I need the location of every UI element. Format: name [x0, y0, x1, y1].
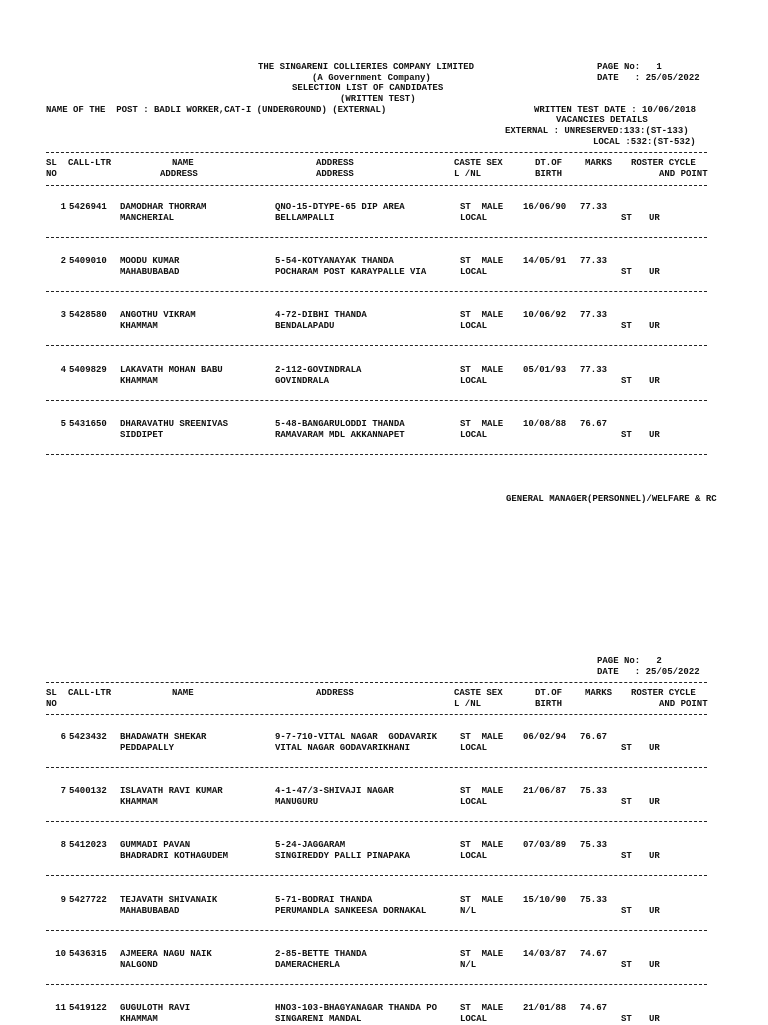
cell-addr2: POCHARAM POST KARAYPALLE VIA	[275, 267, 427, 278]
header-roster: ROSTER CYCLE	[631, 688, 696, 698]
cell-roster-a: ST	[621, 743, 632, 753]
cell-dob: 10/08/88	[523, 418, 567, 429]
divider	[46, 682, 707, 683]
header-roster: ROSTER CYCLE	[631, 158, 696, 168]
header-no: NO	[46, 169, 57, 179]
row-divider	[46, 291, 707, 292]
cell-caste-sex: ST MALE	[460, 732, 504, 742]
row-divider	[46, 454, 707, 455]
cell-sl: 5	[60, 418, 66, 429]
cell-addr1: HNO3-103-BHAGYANAGAR THANDA PO	[275, 1003, 438, 1013]
cell-sl: 3	[60, 310, 66, 321]
cell-lnl: LOCAL	[460, 797, 488, 808]
cell-dob: 16/06/90	[523, 202, 567, 212]
test-type: (WRITTEN TEST)	[340, 94, 416, 104]
cell-addr2: DAMERACHERLA	[275, 959, 340, 970]
cell-sl: 2	[60, 256, 66, 267]
cell-sl: 1	[60, 202, 66, 212]
written-test-date: WRITTEN TEST DATE : 10/06/2018	[534, 105, 697, 115]
cell-name: DHARAVATHU SREENIVAS	[120, 418, 229, 429]
cell-marks: 75.33	[580, 840, 608, 851]
row-divider	[46, 984, 707, 985]
header-sl: SL	[46, 158, 57, 168]
cell-call: 5428580	[69, 310, 107, 321]
cell-marks: 75.33	[580, 894, 608, 905]
cell-roster-b: UR	[649, 321, 660, 332]
cell-roster-a: ST	[621, 1014, 632, 1024]
page-number-2: PAGE No: 2	[597, 656, 662, 666]
header-dt-of: DT.OF	[535, 158, 563, 168]
cell-sl: 6	[60, 732, 66, 742]
cell-roster-b: UR	[649, 851, 660, 862]
cell-dob: 15/10/90	[523, 894, 567, 905]
cell-marks: 77.33	[580, 364, 608, 375]
cell-roster-b: UR	[649, 267, 660, 278]
cell-addr2: SINGARENI MANDAL	[275, 1014, 362, 1024]
cell-addr2: GOVINDRALA	[275, 375, 330, 386]
row-divider	[46, 345, 707, 346]
cell-name: ISLAVATH RAVI KUMAR	[120, 786, 223, 797]
cell-addr1: 5-54-KOTYANAYAK THANDA	[275, 256, 394, 267]
cell-addr1: 9-7-710-VITAL NAGAR GODAVARIK	[275, 732, 438, 742]
cell-dob: 21/06/87	[523, 786, 567, 797]
cell-roster-a: ST	[621, 213, 632, 223]
cell-lnl: LOCAL	[460, 1014, 488, 1024]
divider	[46, 152, 707, 153]
print-date-2: DATE : 25/05/2022	[597, 667, 700, 677]
divider	[46, 714, 707, 715]
cell-district: KHAMMAM	[120, 321, 158, 332]
cell-name: GUMMADI PAVAN	[120, 840, 191, 851]
row-divider	[46, 875, 707, 876]
cell-marks: 77.33	[580, 310, 608, 321]
local-vacancies: LOCAL :532:(ST-532)	[593, 137, 696, 147]
cell-dob: 14/03/87	[523, 948, 567, 959]
row-divider	[46, 400, 707, 401]
divider	[46, 185, 707, 186]
cell-addr1: 5-71-BODRAI THANDA	[275, 894, 373, 905]
row-divider	[46, 930, 707, 931]
cell-roster-b: UR	[649, 743, 660, 753]
header-sl: SL	[46, 688, 57, 698]
header-call-ltr: CALL-LTR	[68, 158, 112, 168]
cell-marks: 74.67	[580, 948, 608, 959]
cell-roster-b: UR	[649, 213, 660, 223]
cell-district: MAHABUBABAD	[120, 905, 180, 916]
cell-dob: 06/02/94	[523, 732, 567, 742]
cell-lnl: LOCAL	[460, 743, 488, 753]
header-name-address: ADDRESS	[160, 169, 198, 179]
header-dt-of: DT.OF	[535, 688, 563, 698]
vacancies-details: VACANCIES DETAILS	[556, 115, 648, 125]
cell-caste-sex: ST MALE	[460, 1003, 504, 1013]
cell-sl: 9	[60, 894, 66, 905]
cell-district: KHAMMAM	[120, 797, 158, 808]
cell-roster-b: UR	[649, 959, 660, 970]
cell-lnl: LOCAL	[460, 321, 488, 332]
cell-lnl: N/L	[460, 905, 477, 916]
signatory: GENERAL MANAGER(PERSONNEL)/WELFARE & RC	[506, 494, 717, 504]
cell-dob: 05/01/93	[523, 364, 567, 375]
cell-roster-a: ST	[621, 375, 632, 386]
cell-sl: 4	[60, 364, 66, 375]
header-no: NO	[46, 699, 57, 709]
cell-dob: 10/06/92	[523, 310, 567, 321]
cell-call: 5412023	[69, 840, 107, 851]
cell-lnl: LOCAL	[460, 851, 488, 862]
header-name: NAME	[172, 158, 194, 168]
header-birth: BIRTH	[535, 169, 563, 179]
cell-addr1: 4-72-DIBHI THANDA	[275, 310, 367, 321]
cell-marks: 77.33	[580, 202, 608, 212]
cell-roster-a: ST	[621, 321, 632, 332]
cell-call: 5423432	[69, 732, 107, 742]
row-divider	[46, 237, 707, 238]
cell-sl: 10	[55, 948, 66, 959]
post-name: NAME OF THE POST : BADLI WORKER,CAT-I (UNDERGROUND) (EXTERNAL)	[46, 105, 387, 115]
cell-addr1: QNO-15-DTYPE-65 DIP AREA	[275, 202, 405, 212]
company-type: (A Government Company)	[312, 73, 431, 83]
list-title: SELECTION LIST OF CANDIDATES	[292, 83, 444, 93]
cell-name: MOODU KUMAR	[120, 256, 180, 267]
cell-marks: 77.33	[580, 256, 608, 267]
cell-caste-sex: ST MALE	[460, 786, 504, 797]
row-divider	[46, 767, 707, 768]
cell-addr2: BELLAMPALLI	[275, 213, 335, 223]
cell-addr2: BENDALAPADU	[275, 321, 335, 332]
cell-district: PEDDAPALLY	[120, 743, 175, 753]
external-vacancies: EXTERNAL : UNRESERVED:133:(ST-133)	[505, 126, 689, 136]
company-name: THE SINGARENI COLLIERIES COMPANY LIMITED	[258, 62, 475, 72]
cell-addr1: 5-24-JAGGARAM	[275, 840, 346, 851]
cell-lnl: LOCAL	[460, 213, 488, 223]
cell-marks: 75.33	[580, 786, 608, 797]
cell-dob: 14/05/91	[523, 256, 567, 267]
cell-addr2: VITAL NAGAR GODAVARIKHANI	[275, 743, 411, 753]
cell-caste-sex: ST MALE	[460, 418, 504, 429]
cell-call: 5427722	[69, 894, 107, 905]
cell-caste-sex: ST MALE	[460, 310, 504, 321]
cell-district: MAHABUBABAD	[120, 267, 180, 278]
header-address: ADDRESS	[316, 158, 354, 168]
cell-addr2: MANUGURU	[275, 797, 319, 808]
cell-caste-sex: ST MALE	[460, 894, 504, 905]
header-address: ADDRESS	[316, 688, 354, 698]
cell-caste-sex: ST MALE	[460, 364, 504, 375]
cell-roster-b: UR	[649, 797, 660, 808]
cell-caste-sex: ST MALE	[460, 256, 504, 267]
cell-call: 5436315	[69, 948, 107, 959]
header-address-sub: ADDRESS	[316, 169, 354, 179]
cell-call: 5419122	[69, 1003, 107, 1013]
cell-roster-a: ST	[621, 429, 632, 440]
cell-roster-a: ST	[621, 267, 632, 278]
cell-roster-b: UR	[649, 1014, 660, 1024]
cell-addr1: 5-48-BANGARULODDI THANDA	[275, 418, 405, 429]
cell-name: LAKAVATH MOHAN BABU	[120, 364, 223, 375]
cell-roster-a: ST	[621, 959, 632, 970]
cell-addr1: 4-1-47/3-SHIVAJI NAGAR	[275, 786, 394, 797]
cell-name: GUGULOTH RAVI	[120, 1003, 191, 1013]
cell-caste-sex: ST MALE	[460, 948, 504, 959]
header-call-ltr: CALL-LTR	[68, 688, 112, 698]
cell-caste-sex: ST MALE	[460, 202, 504, 212]
header-marks: MARKS	[585, 158, 613, 168]
cell-lnl: N/L	[460, 959, 477, 970]
row-divider	[46, 821, 707, 822]
cell-lnl: LOCAL	[460, 375, 488, 386]
header-caste-sex: CASTE SEX	[454, 158, 503, 168]
header-local: L /NL	[454, 699, 482, 709]
cell-call: 5400132	[69, 786, 107, 797]
cell-addr2: PERUMANDLA SANKEESA DORNAKAL	[275, 905, 427, 916]
cell-name: ANGOTHU VIKRAM	[120, 310, 196, 321]
cell-district: NALGOND	[120, 959, 158, 970]
cell-district: KHAMMAM	[120, 1014, 158, 1024]
cell-district: KHAMMAM	[120, 375, 158, 386]
cell-dob: 07/03/89	[523, 840, 567, 851]
cell-name: BHADAWATH SHEKAR	[120, 732, 207, 742]
cell-addr2: RAMAVARAM MDL AKKANNAPET	[275, 429, 405, 440]
cell-addr2: SINGIREDDY PALLI PINAPAKA	[275, 851, 411, 862]
cell-roster-b: UR	[649, 429, 660, 440]
cell-marks: 76.67	[580, 732, 608, 742]
cell-call: 5431650	[69, 418, 107, 429]
cell-addr1: 2-85-BETTE THANDA	[275, 948, 367, 959]
cell-sl: 7	[60, 786, 66, 797]
header-caste-sex: CASTE SEX	[454, 688, 503, 698]
cell-addr1: 2-112-GOVINDRALA	[275, 364, 362, 375]
cell-call: 5409010	[69, 256, 107, 267]
cell-lnl: LOCAL	[460, 429, 488, 440]
cell-roster-a: ST	[621, 797, 632, 808]
header-roster-point: AND POINT	[659, 699, 708, 709]
cell-call: 5426941	[69, 202, 107, 212]
header-marks: MARKS	[585, 688, 613, 698]
cell-name: DAMODHAR THORRAM	[120, 202, 207, 212]
header-birth: BIRTH	[535, 699, 563, 709]
cell-call: 5409829	[69, 364, 107, 375]
cell-roster-a: ST	[621, 905, 632, 916]
cell-name: AJMEERA NAGU NAIK	[120, 948, 212, 959]
print-date: DATE : 25/05/2022	[597, 73, 700, 83]
header-local: L /NL	[454, 169, 482, 179]
cell-sl: 11	[55, 1003, 66, 1013]
header-roster-point: AND POINT	[659, 169, 708, 179]
cell-dob: 21/01/88	[523, 1003, 567, 1013]
cell-roster-b: UR	[649, 375, 660, 386]
cell-roster-a: ST	[621, 851, 632, 862]
cell-marks: 76.67	[580, 418, 608, 429]
header-name: NAME	[172, 688, 194, 698]
cell-lnl: LOCAL	[460, 267, 488, 278]
cell-roster-b: UR	[649, 905, 660, 916]
cell-sl: 8	[60, 840, 66, 851]
cell-name: TEJAVATH SHIVANAIK	[120, 894, 218, 905]
page-number: PAGE No: 1	[597, 62, 662, 72]
cell-district: SIDDIPET	[120, 429, 164, 440]
cell-marks: 74.67	[580, 1003, 608, 1013]
cell-district: BHADRADRI KOTHAGUDEM	[120, 851, 229, 862]
cell-district: MANCHERIAL	[120, 213, 175, 223]
cell-caste-sex: ST MALE	[460, 840, 504, 851]
